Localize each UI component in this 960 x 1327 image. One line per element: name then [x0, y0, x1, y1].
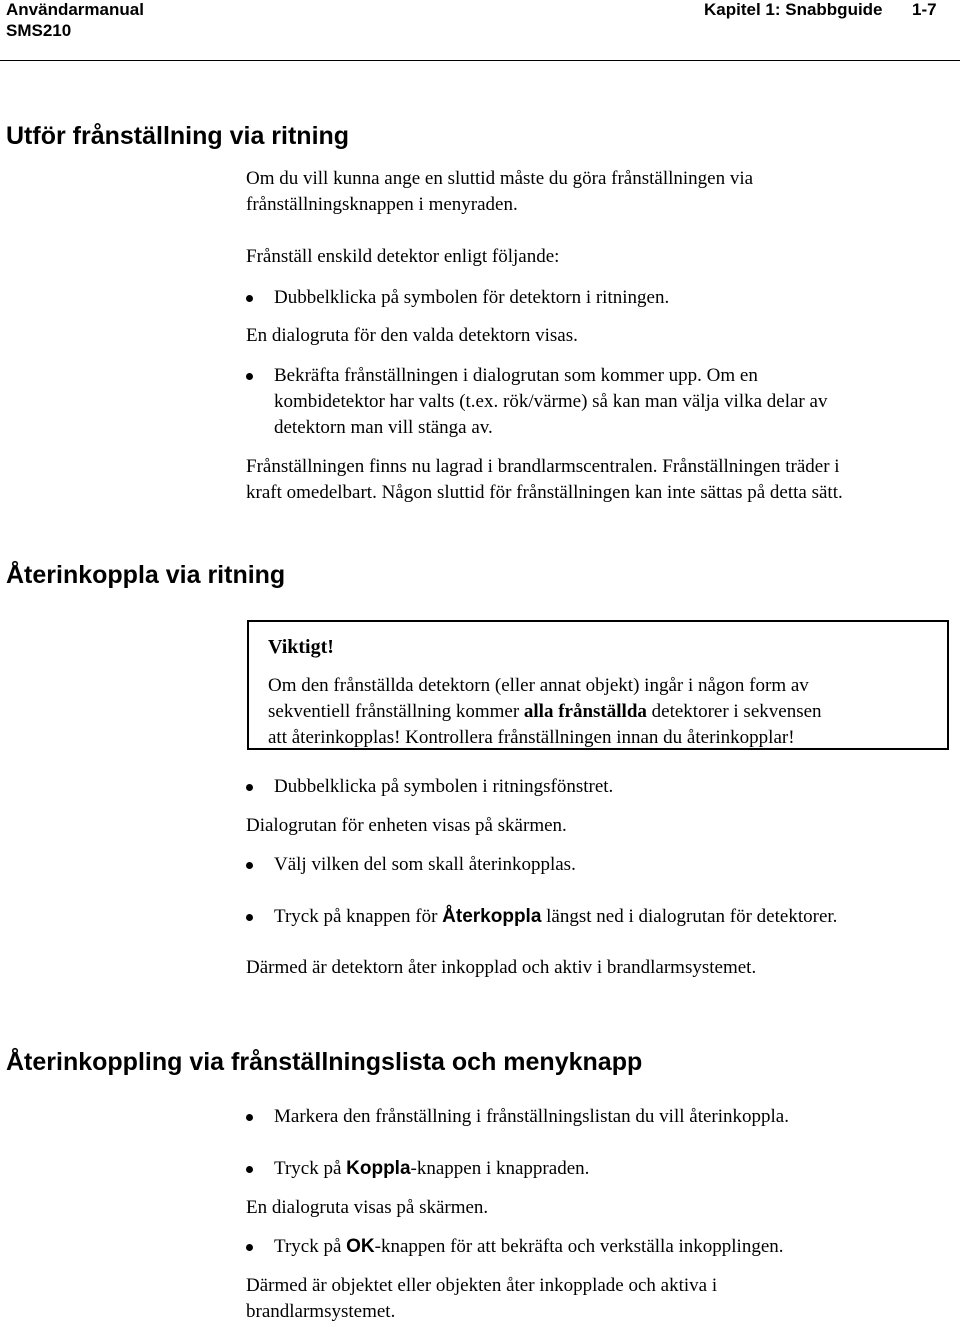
list-item-text: längst ned i dialogrutan för detektorer. — [541, 906, 838, 927]
step-result: En dialogruta för den valda detektorn visas. — [246, 325, 578, 346]
list-item-continuation: detektorn man vill stänga av. — [274, 417, 493, 438]
bullet-icon — [246, 784, 253, 791]
outro-line-2: brandlarmsystemet. — [246, 1301, 396, 1322]
list-item-text: Tryck på — [274, 1236, 347, 1257]
list-item-text: Tryck på knappen för — [274, 906, 443, 927]
button-name: OK — [346, 1236, 375, 1257]
step-intro: Frånställ enskild detektor enligt följande: — [246, 246, 560, 267]
step-result: Dialogrutan för enheten visas på skärmen. — [246, 815, 567, 836]
section-title-reconnect-via-list: Återinkoppling via frånställningslista och menyknapp — [6, 1048, 643, 1076]
list-item — [274, 1156, 954, 1182]
list-item: Markera den frånställning i frånställningslistan du vill återinkoppla. — [274, 1106, 789, 1127]
outro-line-2: kraft omedelbart. Någon sluttid för frånställningen kan inte sättas på detta sätt. — [246, 482, 843, 503]
list-item: Välj vilken del som skall återinkopplas. — [274, 854, 576, 875]
header-page-number: 1-7 — [912, 0, 937, 19]
bullet-icon — [246, 1166, 253, 1173]
list-item-text: -knappen för att bekräfta och verkställa inkopplingen. — [374, 1236, 784, 1257]
list-item — [274, 904, 954, 930]
bullet-icon — [246, 1114, 253, 1121]
button-name: Koppla — [346, 1158, 411, 1179]
outro-line-1: Därmed är objektet eller objekten åter inkopplade och aktiva i — [246, 1275, 718, 1296]
note-title: Viktigt! — [268, 636, 334, 658]
outro-line-1: Frånställningen finns nu lagrad i brandlarmscentralen. Frånställningen träder i — [246, 456, 840, 477]
list-item — [274, 1234, 954, 1260]
bullet-icon — [246, 1244, 253, 1251]
list-item: Bekräfta frånställningen i dialogrutan som kommer upp. Om en — [274, 365, 758, 386]
note-emphasis: alla frånställda — [523, 701, 647, 722]
step-result: En dialogruta visas på skärmen. — [246, 1197, 489, 1218]
list-item: Dubbelklicka på symbolen i ritningsfönstret. — [274, 776, 614, 797]
bullet-icon — [246, 295, 253, 302]
list-item: Dubbelklicka på symbolen för detektorn i ritningen. — [274, 287, 670, 308]
section-outro: Därmed är detektorn åter inkopplad och aktiv i brandlarmsystemet. — [246, 957, 757, 978]
intro-line-1: Om du vill kunna ange en sluttid måste du göra frånställningen via — [246, 168, 754, 189]
header-manual-title: Användarmanual — [6, 0, 144, 19]
note-text: detektorer i sekvensen — [646, 701, 822, 722]
intro-line-2: frånställningsknappen i menyraden. — [246, 194, 518, 215]
header-divider — [0, 60, 960, 61]
list-item-continuation: kombidetektor har valts (t.ex. rök/värme) så kan man välja vilka delar av — [274, 391, 828, 412]
header-chapter: Kapitel 1: Snabbguide — [704, 0, 883, 19]
button-name: Återkoppla — [442, 906, 542, 927]
bullet-icon — [246, 862, 253, 869]
list-item-text: -knappen i knappraden. — [410, 1158, 590, 1179]
section-title-disable-via-drawing: Utför frånställning via ritning — [6, 122, 350, 150]
header-product-name: SMS210 — [6, 21, 72, 40]
bullet-icon — [246, 914, 253, 921]
note-line-2 — [268, 699, 938, 725]
bullet-icon — [246, 373, 253, 380]
note-line-3: att återinkopplas! Kontrollera frånställningen innan du återinkopplar! — [268, 727, 795, 748]
list-item-text: Tryck på — [274, 1158, 347, 1179]
section-title-reconnect-via-drawing: Återinkoppla via ritning — [6, 561, 286, 589]
note-line-1: Om den frånställda detektorn (eller annat objekt) ingår i någon form av — [268, 675, 809, 696]
note-text: sekventiell frånställning kommer — [268, 701, 524, 722]
